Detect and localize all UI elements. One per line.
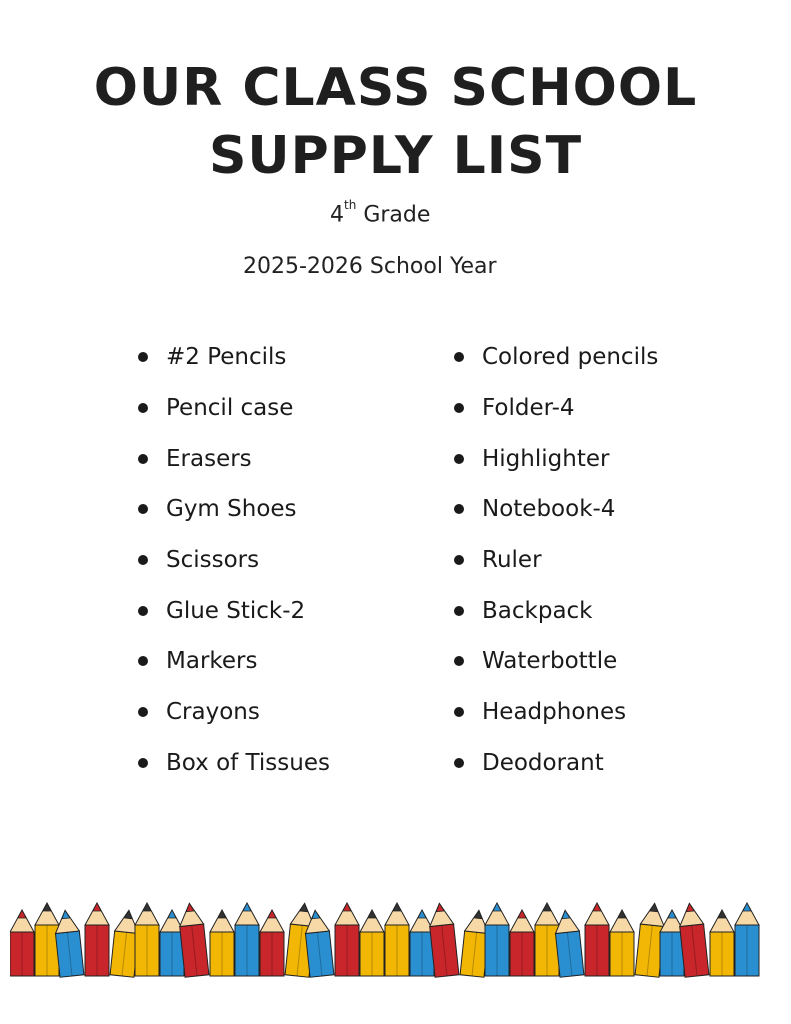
list-item xyxy=(454,687,658,738)
pencil-icon xyxy=(235,903,259,976)
list-item-label: Highlighter xyxy=(482,445,610,472)
pencil-icon xyxy=(410,910,434,976)
bullet-icon xyxy=(454,656,464,666)
list-item xyxy=(454,738,658,789)
bullet-icon xyxy=(454,454,464,464)
pencil-icon xyxy=(35,903,59,976)
list-item-label: Glue Stick-2 xyxy=(166,597,306,624)
bullet-icon xyxy=(138,454,148,464)
page-title-line2: SUPPLY LIST xyxy=(208,126,583,186)
list-item xyxy=(454,383,658,434)
pencil-icon xyxy=(160,910,184,976)
bullet-icon xyxy=(138,707,148,717)
school-year: 2025-2026 School Year xyxy=(243,254,497,279)
pencil-icon xyxy=(210,910,234,976)
pencil-icon xyxy=(135,903,159,976)
list-item xyxy=(138,332,330,383)
list-item-label: Waterbottle xyxy=(482,648,618,675)
bullet-icon xyxy=(138,403,148,413)
list-item-label: Deodorant xyxy=(482,749,604,776)
list-item-label: Pencil case xyxy=(166,395,294,422)
bullet-icon xyxy=(454,555,464,565)
list-item-label: Backpack xyxy=(482,597,593,624)
list-item xyxy=(138,687,330,738)
list-item xyxy=(454,535,658,586)
bullet-icon xyxy=(454,707,464,717)
pencil-icon xyxy=(360,910,384,976)
list-item-label: Colored pencils xyxy=(482,344,659,371)
list-item-label: Scissors xyxy=(166,547,260,574)
supply-list-left xyxy=(138,332,330,788)
list-item-label: Ruler xyxy=(482,547,542,574)
list-item xyxy=(454,585,658,636)
grade-word: Grade xyxy=(363,202,431,228)
pencil-icon xyxy=(510,910,534,976)
list-item-label: Folder-4 xyxy=(482,395,575,422)
pencil-icon xyxy=(535,903,559,976)
list-item xyxy=(454,484,658,535)
grade-number: 4 xyxy=(330,202,344,228)
bullet-icon xyxy=(138,555,148,565)
page-title-line1: OUR CLASS SCHOOL xyxy=(93,58,698,118)
list-item xyxy=(454,433,658,484)
list-item-label: Box of Tissues xyxy=(166,749,330,776)
pencil-icon xyxy=(660,910,684,976)
bullet-icon xyxy=(454,606,464,616)
list-item xyxy=(138,383,330,434)
list-item xyxy=(138,433,330,484)
bullet-icon xyxy=(454,758,464,768)
pencil-icon xyxy=(485,903,509,976)
pencil-icon xyxy=(10,910,34,976)
bullet-icon xyxy=(454,504,464,514)
list-item-label: Gym Shoes xyxy=(166,496,297,523)
bullet-icon xyxy=(138,656,148,666)
list-item xyxy=(138,535,330,586)
list-item xyxy=(454,332,658,383)
list-item xyxy=(454,636,658,687)
list-item-label: Erasers xyxy=(166,445,252,472)
list-item-label: Headphones xyxy=(482,699,627,726)
grade-label xyxy=(330,198,431,228)
bullet-icon xyxy=(454,403,464,413)
list-item xyxy=(138,484,330,535)
pencil-border-decoration xyxy=(10,876,780,980)
pencil-icon xyxy=(585,903,609,976)
bullet-icon xyxy=(138,352,148,362)
pencil-icon xyxy=(610,910,634,976)
pencil-icon xyxy=(735,903,759,976)
pencil-icon xyxy=(260,910,284,976)
supply-list-right xyxy=(454,332,658,788)
list-item-label: #2 Pencils xyxy=(166,344,287,371)
list-item xyxy=(138,585,330,636)
pencil-icon xyxy=(710,910,734,976)
pencil-icon xyxy=(335,903,359,976)
list-item xyxy=(138,636,330,687)
bullet-icon xyxy=(454,352,464,362)
bullet-icon xyxy=(138,758,148,768)
pencil-icon xyxy=(385,903,409,976)
list-item-label: Notebook-4 xyxy=(482,496,616,523)
bullet-icon xyxy=(138,606,148,616)
list-item-label: Crayons xyxy=(166,699,260,726)
list-item xyxy=(138,738,330,789)
bullet-icon xyxy=(138,504,148,514)
list-item-label: Markers xyxy=(166,648,258,675)
pencil-icon xyxy=(85,903,109,976)
grade-suffix: th xyxy=(344,198,357,212)
